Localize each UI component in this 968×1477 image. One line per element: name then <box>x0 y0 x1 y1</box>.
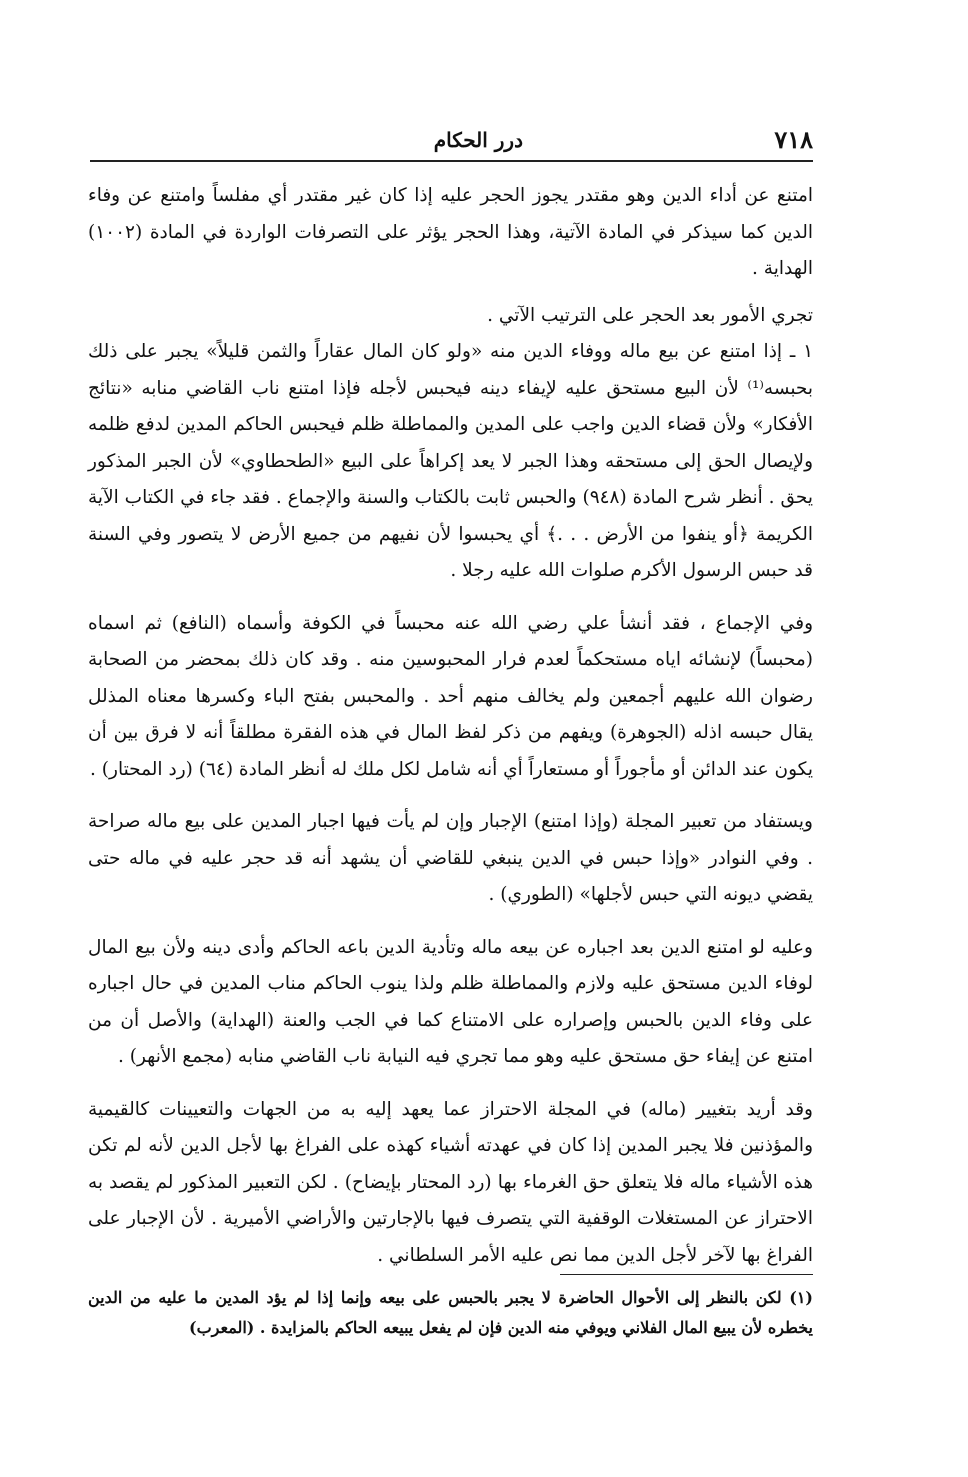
paragraph-7: وقد أريد بتغيير (ماله) في المجلة الاحتراز عما يعهد إليه به من الجهات والتعيينات كالقيمية والمؤذنين فلا يجبر المدين إذا كان في عهدته أشياء كهذه على الفراغ بها لأجل الدين لأنه لم تكن هذه الأشياء ماله فلا يتعلق حق الغرماء بها (رد المحتار بإيضاح) . لكن التعبير المذكور لم يقصد به الاحتراز عن المستغلات الوقفية التي يتصرف فيها بالإجارتين والأراضي الأميرية . لأن الإجبار على الفراغ بها لآخر لأجل الدين مما نص عليه الأمر السلطاني . <box>88 1098 813 1266</box>
header-divider <box>90 160 813 162</box>
paragraph-4: وفي الإجماع ، فقد أنشأ علي رضي الله عنه محبساً في الكوفة وأسماه (النافع) ثم اسماه (محبساً) لإنشائه اياه مستحكماً لعدم فرار المحبوسين منه . وقد كان ذلك بمحضر من الصحابة رضوان الله عليهم أجمعين ولم يخالف منهم أحد . والمحبس بفتح الباء وكسرها معناه المذلل يقال حبسه اذله (الجوهرة) ويفهم من ذكر لفظ المال في هذه الفقرة مطلقاً أنه لا فرق بين أن يكون عند الدائن أو مأجوراً أو مستعاراً أي أنه شامل لكل ملك له أنظر المادة (٦٤) (رد المحتار) . <box>88 612 813 780</box>
page-number: ٧١٨ <box>774 125 813 154</box>
paragraph-3: ١ ـ إذا امتنع عن بيع ماله ووفاء الدين منه «ولو كان المال عقاراً والثمن قليلاً» يجبر على ذلك بحبسه⁽¹⁾ لأن البيع مستحق عليه لإيفاء دينه فيحبس لأجله فإذا امتنع ناب القاضي منابه «نتائج الأفكار» ولأن قضاء الدين واجب على المدين والمماطلة ظلم فيحبس الحاكم المدين لدفع ظلمه ولإيصال الحق إلى مستحقه وهذا الجبر لا يعد إكراهاً على البيع «الطحطاوي» لأن الجبر المذكور يحق . أنظر شرح المادة (٩٤٨) والحبس ثابت بالكتاب والسنة والإجماع . فقد جاء في الكتاب الآية الكريمة ﴿أو ينفوا من الأرض . . .﴾ أي يحبسوا لأن نفيهم من جميع الأرض لا يتصور وفي السنة قد حبس الرسول الأكرم صلوات الله عليه رجلا . <box>88 341 813 581</box>
footnote-text: (١) لكن بالنظر إلى الأحوال الحاضرة لا يجبر بالحبس على بيعه وإنما إذا لم يؤد المدين ما عليه من الدين يخطره لأن يبيع المال الفلاني ويوفي منه الدين فإن لم يفعل يبيعه الحاكم بالمزايدة . (المعرب) <box>88 1288 813 1337</box>
main-text <box>88 178 813 1274</box>
paragraph-1: امتنع عن أداء الدين وهو مقتدر يجوز الحجر عليه إذا كان غير مقتدر أي مفلساً وامتنع عن وفاء الدين كما سيذكر في المادة الآتية، وهذا الحجر يؤثر على التصرفات الواردة في المادة (١٠٠٢) الهداية . <box>88 185 813 279</box>
footnote-divider <box>560 1274 813 1275</box>
footnote <box>88 1283 813 1343</box>
paragraph-5: ويستفاد من تعبير المجلة (وإذا امتنع) الإجبار وإن لم يأت فيها اجبار المدين على بيع ماله صراحة . وفي النوادر «وإذا حبس في الدين ينبغي للقاضي أن يشهد أنه قد حجر عليه في ماله حتى يقضي ديونه التي حبس لأجلها» (الطوري) . <box>88 811 813 905</box>
running-title: درر الحكام <box>433 128 523 152</box>
page-header <box>90 122 813 158</box>
paragraph-2: تجري الأمور بعد الحجر على الترتيب الآتي . <box>487 304 813 326</box>
paragraph-6: وعليه لو امتنع الدين بعد اجباره عن بيعه ماله وتأدية الدين باعه الحاكم وأدى دينه ولأن بيع المال لوفاء الدين مستحق عليه ولازم والمماطلة ظلم ولذا ينوب الحاكم مناب المدين في حال اجباره على وفاء الدين بالحبس وإصراره على الامتناع كما في الجب والعنة (الهداية) والأصل أن من امتنع عن إيفاء حق مستحق عليه وهو مما تجري فيه النيابة ناب القاضي منابه (مجمع الأنهر) . <box>88 936 813 1067</box>
